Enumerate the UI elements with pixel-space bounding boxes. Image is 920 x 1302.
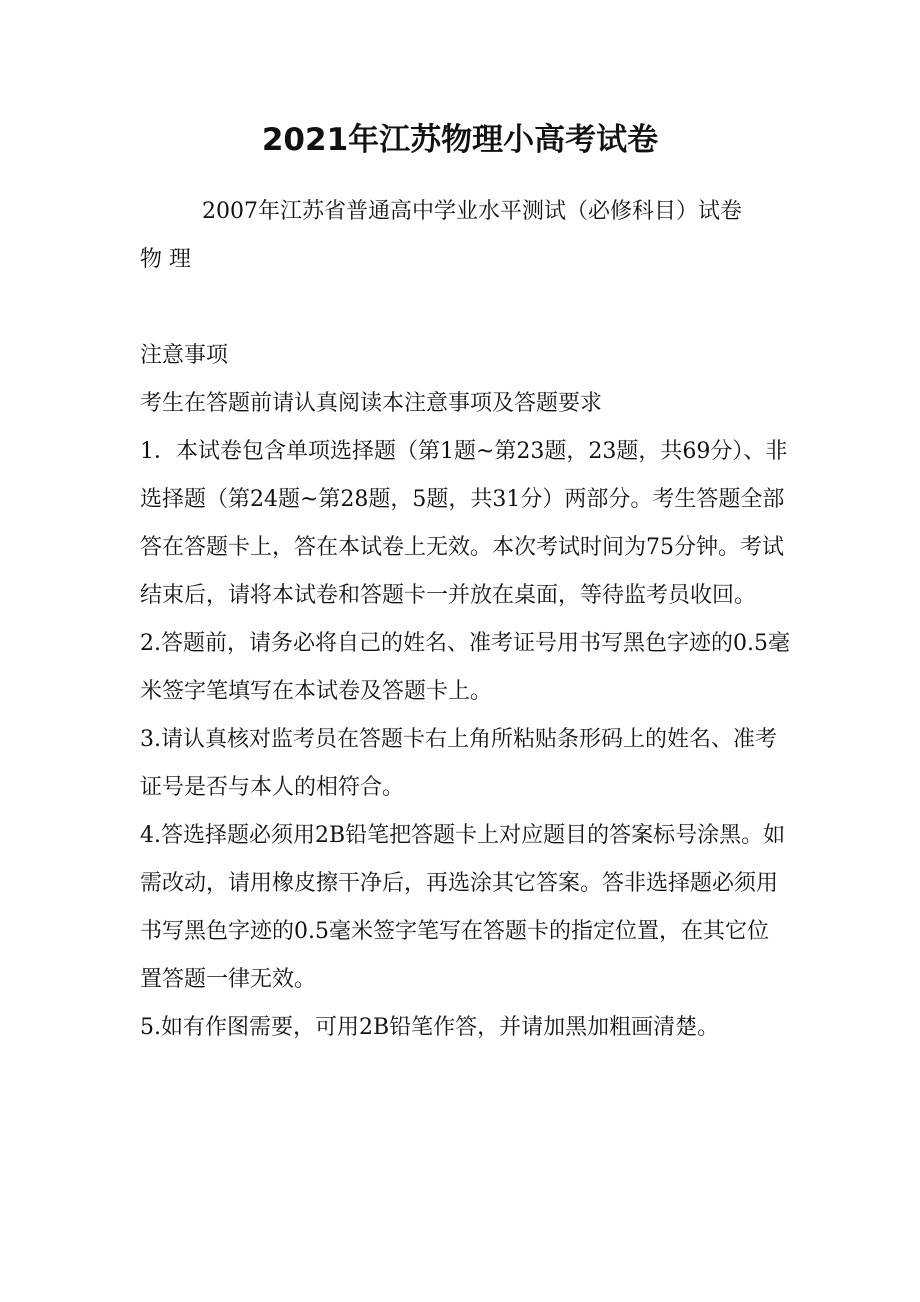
notice-item-2: 2.答题前，请务必将自己的姓名、准考证号用书写黑色字迹的0.5毫米签字笔填写在本试卷及答题卡上。 xyxy=(140,631,790,704)
subject-label: 物 理 xyxy=(140,247,191,272)
notice-item-1: 1．本试卷包含单项选择题（第1题~第23题，23题，共69分）、非选择题（第24题~第28题，5题，共31分）两部分。考生答题全部答在答题卡上，答在本试卷上无效。本次考试时间为75分钟。考试结束后，请将本试卷和答题卡一并放在桌面，等待监考员收回。 xyxy=(140,439,788,608)
document-body xyxy=(140,188,790,1052)
blank-line xyxy=(140,284,790,332)
document-title: 2021年江苏物理小高考试卷 xyxy=(261,122,659,158)
notice-item-3: 3.请认真核对监考员在答题卡右上角所粘贴条形码上的姓名、准考证号是否与本人的相符合。 xyxy=(140,727,777,800)
notice-item-4: 4.答选择题必须用2B铅笔把答题卡上对应题目的答案标号涂黑。如需改动，请用橡皮擦干净后，再选涂其它答案。答非选择题必须用书写黑色字迹的0.5毫米签字笔写在答题卡的指定位置，在其它位置答题一律无效。 xyxy=(140,823,786,992)
exam-subtitle: 2007年江苏省普通高中学业水平测试（必修科目）试卷 xyxy=(202,199,742,224)
notice-item-5: 5.如有作图需要，可用2B铅笔作答，并请加黑加粗画清楚。 xyxy=(140,1015,720,1040)
notice-intro: 考生在答题前请认真阅读本注意事项及答题要求 xyxy=(140,391,603,416)
notice-heading: 注意事项 xyxy=(140,343,229,368)
